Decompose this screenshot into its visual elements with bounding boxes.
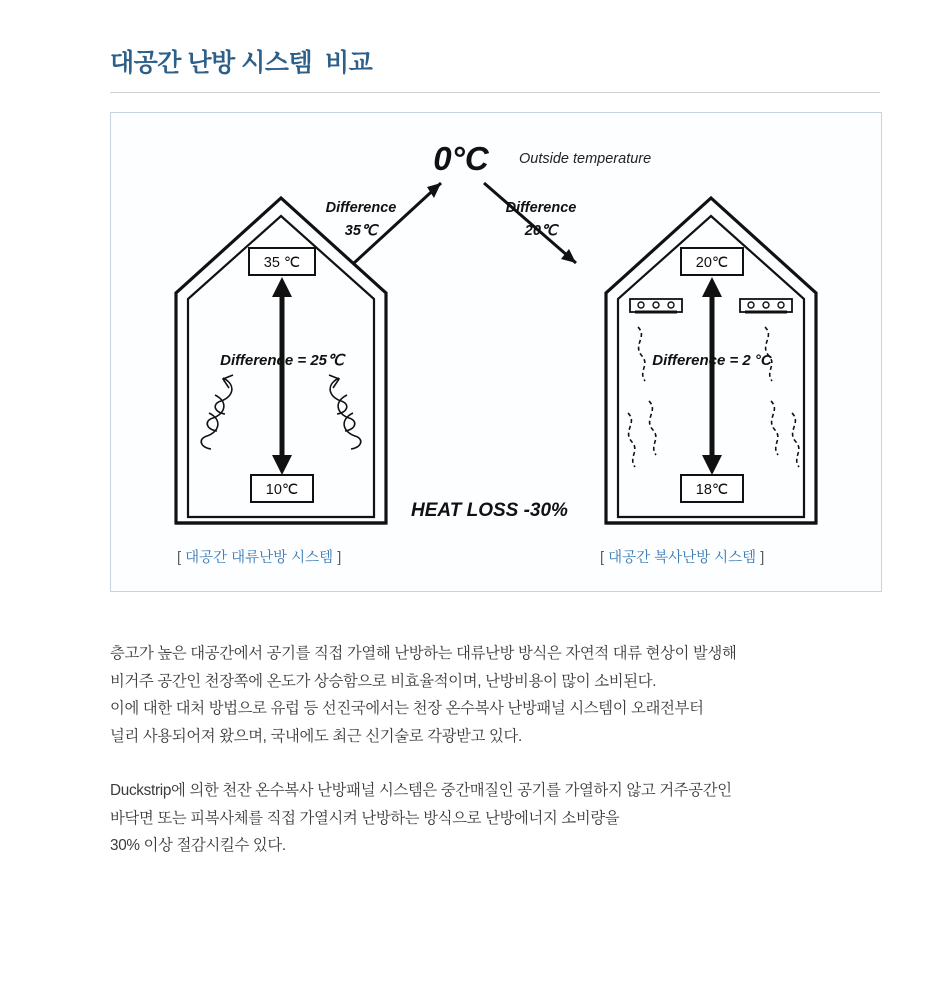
page-title: 대공간 난방 시스템 비교 — [110, 49, 373, 77]
right-bottom-temp: 18℃ — [695, 482, 729, 498]
paragraph2-line1: Duckstrip에 의한 천잔 온수복사 난방패널 시스템은 중간매질인 공기를 가열하지 않고 거주공간인 — [110, 782, 732, 799]
right-figure-caption — [600, 546, 764, 567]
right-caption-text: 대공간 복사난방 시스템 — [608, 550, 757, 566]
left-caption-close-bracket: ] — [337, 550, 342, 566]
right-difference-value: 20℃ — [524, 223, 558, 239]
ceiling-panel-right — [740, 299, 792, 312]
left-top-temp-box — [249, 248, 315, 275]
paragraph2-line2: 바닥면 또는 피복사체를 직접 가열시켜 난방하는 방식으로 난방에너지 소비량을 — [110, 809, 620, 827]
right-inner-difference: Difference = 2 °C — [652, 352, 772, 369]
left-inner-difference: Difference = 25℃ — [220, 352, 344, 369]
ceiling-panel-left — [630, 299, 682, 312]
paragraph1-line4: 널리 사용되어져 왔으며, 국내에도 최근 신기술로 각광받고 있다. — [110, 727, 522, 745]
left-figure-caption — [177, 546, 341, 567]
page-title-wrap — [110, 48, 880, 78]
left-house — [176, 198, 386, 523]
left-caption-text: 대공간 대류난방 시스템 — [185, 550, 334, 566]
right-caption-open-bracket: [ — [600, 550, 605, 566]
left-top-temp: 35 ℃ — [263, 255, 301, 271]
left-bottom-temp: 10℃ — [265, 482, 299, 498]
left-convection-curves — [201, 375, 233, 449]
paragraph1-line3: 이에 대한 대처 방법으로 유럽 등 선진국에서는 천장 온수복사 난방패널 시스템이 오래전부터 — [110, 700, 704, 717]
title-divider — [110, 92, 880, 93]
right-house — [606, 198, 816, 523]
left-difference-label: Difference — [325, 200, 397, 216]
left-difference-value: 35℃ — [344, 223, 378, 239]
left-vertical-arrow — [272, 277, 292, 475]
right-difference-label: Difference — [505, 200, 577, 216]
right-vertical-arrow — [702, 277, 722, 475]
right-top-temp: 20℃ — [695, 255, 729, 271]
right-top-temp-box — [681, 248, 743, 275]
heating-comparison-diagram — [111, 113, 881, 591]
outside-temp-value: 0°C — [433, 140, 489, 177]
diagram-figure — [110, 112, 882, 592]
paragraph1-line1: 층고가 높은 대공간에서 공기를 직접 가열해 난방하는 대류난방 방식은 자연적 대류 현상이 발생해 — [110, 645, 737, 662]
heat-loss-label: HEAT LOSS -30% — [411, 500, 568, 521]
paragraph2-line3: 30% 이상 절감시킬수 있다. — [110, 837, 286, 854]
left-caption-open-bracket: [ — [177, 550, 182, 566]
right-caption-close-bracket: ] — [760, 550, 765, 566]
paragraph-gap — [110, 750, 900, 777]
left-convection-curves-2 — [329, 375, 361, 449]
right-bottom-temp-box — [681, 475, 743, 502]
outside-temp-label: Outside temperature — [519, 151, 652, 167]
paragraph1-line2: 비거주 공간인 천장쪽에 온도가 상승함으로 비효율적이며, 난방비용이 많이 소비된다. — [110, 672, 657, 690]
body-copy — [110, 640, 900, 860]
left-bottom-temp-box — [251, 475, 313, 502]
